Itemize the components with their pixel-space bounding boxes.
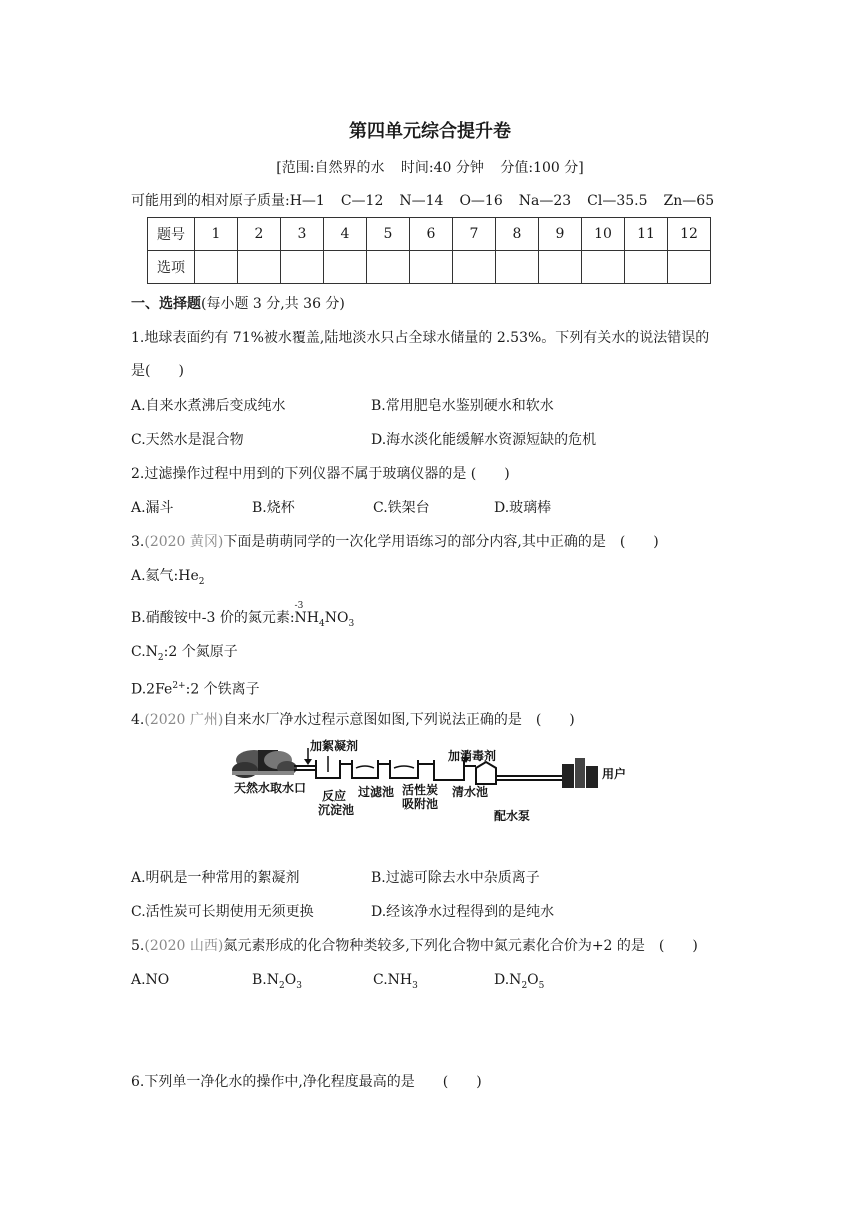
q6-stem: 6.下列单一净化水的操作中,净化程度最高的是 ( ) [131,1074,482,1090]
answer-cell[interactable] [195,251,238,284]
q3-option-c [131,643,238,667]
answer-cell[interactable] [238,251,281,284]
q3-option-c-text: C.N [131,644,158,660]
answer-cell[interactable] [367,251,410,284]
q5-stem-text: 氮元素形成的化合物种类较多,下列化合物中氮元素化合价为+2 的是 ( ) [223,938,698,954]
q5-option-c-text: C.NH [373,972,413,988]
answer-cell[interactable] [324,251,367,284]
building-shape [575,758,585,788]
label-reaction: 反应 [322,789,347,803]
q5-option-b-sub1: 2 [279,980,285,991]
answer-table-option-row [148,251,711,284]
question-number: 2 [238,218,281,251]
answer-cell[interactable] [539,251,582,284]
q4-stem [131,711,575,729]
question-number: 5 [367,218,410,251]
q3-option-a [131,567,205,591]
answer-cell[interactable] [453,251,496,284]
label-filter: 过滤池 [358,785,395,799]
q5-option-a: A.NO [131,972,170,988]
q4-option-a: A.明矾是一种常用的絮凝剂 [131,870,300,886]
carbon-tank [390,760,418,778]
q3-option-a-sub: 2 [198,576,205,587]
question-number: 6 [410,218,453,251]
answer-table-row1-label: 题号 [148,218,195,251]
question-number: 12 [668,218,711,251]
nitrate-sub: 3 [348,618,355,629]
q2-option-b: B.烧杯 [252,500,295,516]
label-carbon: 活性炭 [402,783,439,797]
q4-option-d: D.经该净水过程得到的是纯水 [371,904,555,920]
filter-layer [356,766,374,768]
answer-cell[interactable] [281,251,324,284]
filter-tank [352,760,378,778]
exam-range: [范围:自然界的水 [276,160,385,176]
q1-stem-line1: 1.地球表面约有 71%被水覆盖,陆地淡水只占全球水储量的 2.53%。下列有关水的说法错误的 [131,330,710,346]
q3-source: (2020 黄冈) [144,534,224,550]
label-flocculant: 加絮凝剂 [310,739,359,753]
answer-table-number-row [148,218,711,251]
q3-option-a-text: A.氦气:He [131,568,199,584]
q5-option-d-mid: O [527,972,539,988]
q2-option-d: D.玻璃棒 [494,500,552,516]
q5-option-c-sub: 3 [412,980,418,991]
q5-option-d-text: D.N [494,972,522,988]
q3-option-d-tail: :2 个铁离子 [185,681,260,698]
nitrate-symbol: NO [324,610,349,626]
q5-stem [131,937,698,955]
question-number: 4 [324,218,367,251]
answer-cell[interactable] [625,251,668,284]
mass-na: Na—23 [518,193,572,209]
q3-option-c-tail: :2 个氮原子 [163,644,238,660]
mass-cl: Cl—35.5 [587,193,648,209]
clear-water-tank [434,760,464,780]
question-number: 1 [195,218,238,251]
question-number: 8 [496,218,539,251]
exam-score: 分值:100 分] [500,160,584,176]
building-shape [586,766,598,788]
answer-cell[interactable] [582,251,625,284]
rock-shape [232,762,258,778]
q5-option-b-text: B.N [252,972,279,988]
q3-number: 3. [131,534,145,550]
question-number: 9 [539,218,582,251]
q1-option-d: D.海水淡化能缓解水资源短缺的危机 [371,432,597,448]
hydrogen-symbol: H [306,610,320,626]
section-note: (每小题 3 分,共 36 分) [201,296,345,312]
label-user: 用户 [602,767,627,781]
q4-source: (2020 广州) [144,712,224,728]
q1-option-a: A.自来水煮沸后变成纯水 [131,398,286,414]
q4-option-b: B.过滤可除去水中杂质离子 [371,870,540,886]
mass-o: O—16 [459,193,503,209]
exam-time: 时间:40 分钟 [400,160,484,176]
mass-h: H—1 [289,193,325,209]
q1-option-c: C.天然水是混合物 [131,432,244,448]
q3-option-b [131,601,355,633]
hydrogen-sub: 4 [319,618,325,629]
q5-option-d-sub1: 2 [521,980,528,991]
water-treatment-diagram [232,738,632,824]
label-intake: 天然水取水口 [234,781,307,795]
q2-stem: 2.过滤操作过程中用到的下列仪器不属于玻璃仪器的是 ( ) [131,466,510,482]
carbon-layer [394,766,414,768]
mass-zn: Zn—65 [663,193,715,209]
q2-option-a: A.漏斗 [131,500,174,516]
q3-option-c-sub: 2 [157,652,164,663]
answer-cell[interactable] [410,251,453,284]
label-pump: 配水泵 [494,809,531,823]
question-number: 10 [582,218,625,251]
section-title: 一、选择题 [131,296,201,312]
q3-option-b-text: B.硝酸铵中-3 价的氮元素: [131,610,295,626]
q4-stem-text: 自来水厂净水过程示意图如图,下列说法正确的是 ( ) [223,712,575,728]
q5-option-d-sub2: 5 [538,980,545,991]
answer-cell[interactable] [496,251,539,284]
atomic-masses [131,190,730,210]
valence-mark: -3 [294,601,304,611]
q5-option-b [252,971,302,995]
nitrogen-symbol: N [294,610,307,626]
valence-nitrogen [294,601,307,627]
q1-stem-line2: 是( ) [131,363,184,379]
section-heading [131,295,345,313]
question-number: 7 [453,218,496,251]
page-title: 第四单元综合提升卷 [349,121,511,142]
mass-n: N—14 [399,193,444,209]
q3-option-d-text: D.2Fe [131,681,173,698]
label-settling: 沉淀池 [318,803,355,817]
q3-stem [131,533,659,551]
water-surface [232,771,294,775]
question-number: 3 [281,218,324,251]
atomic-masses-label: 可能用到的相对原子质量: [131,193,290,209]
question-number: 11 [625,218,668,251]
q5-option-b-mid: O [284,972,297,988]
label-adsorption: 吸附池 [402,797,439,811]
q4-number: 4. [131,712,145,728]
q1-option-b: B.常用肥皂水鉴别硬水和软水 [371,398,554,414]
answer-cell[interactable] [668,251,711,284]
q5-option-d [494,971,544,995]
arrow-head [304,759,312,765]
exam-meta [0,157,860,177]
pump-shape [476,762,496,784]
mass-c: C—12 [340,193,384,209]
q4-option-c: C.活性炭可长期使用无须更换 [131,904,314,920]
q5-option-c [373,971,418,995]
label-clear-water: 清水池 [452,785,489,799]
answer-table-row2-label: 选项 [148,251,195,284]
q5-option-b-sub2: 3 [296,980,302,991]
q2-option-c: C.铁架台 [373,500,430,516]
label-disinfectant: 加消毒剂 [448,749,497,763]
q3-option-d-sup: 2+ [172,681,186,691]
q5-source: (2020 山西) [144,938,224,954]
answer-table [147,217,711,284]
building-shape [562,764,574,788]
q5-number: 5. [131,938,145,954]
q3-stem-text: 下面是萌萌同学的一次化学用语练习的部分内容,其中正确的是 ( ) [223,534,659,550]
q3-option-d [131,677,260,699]
